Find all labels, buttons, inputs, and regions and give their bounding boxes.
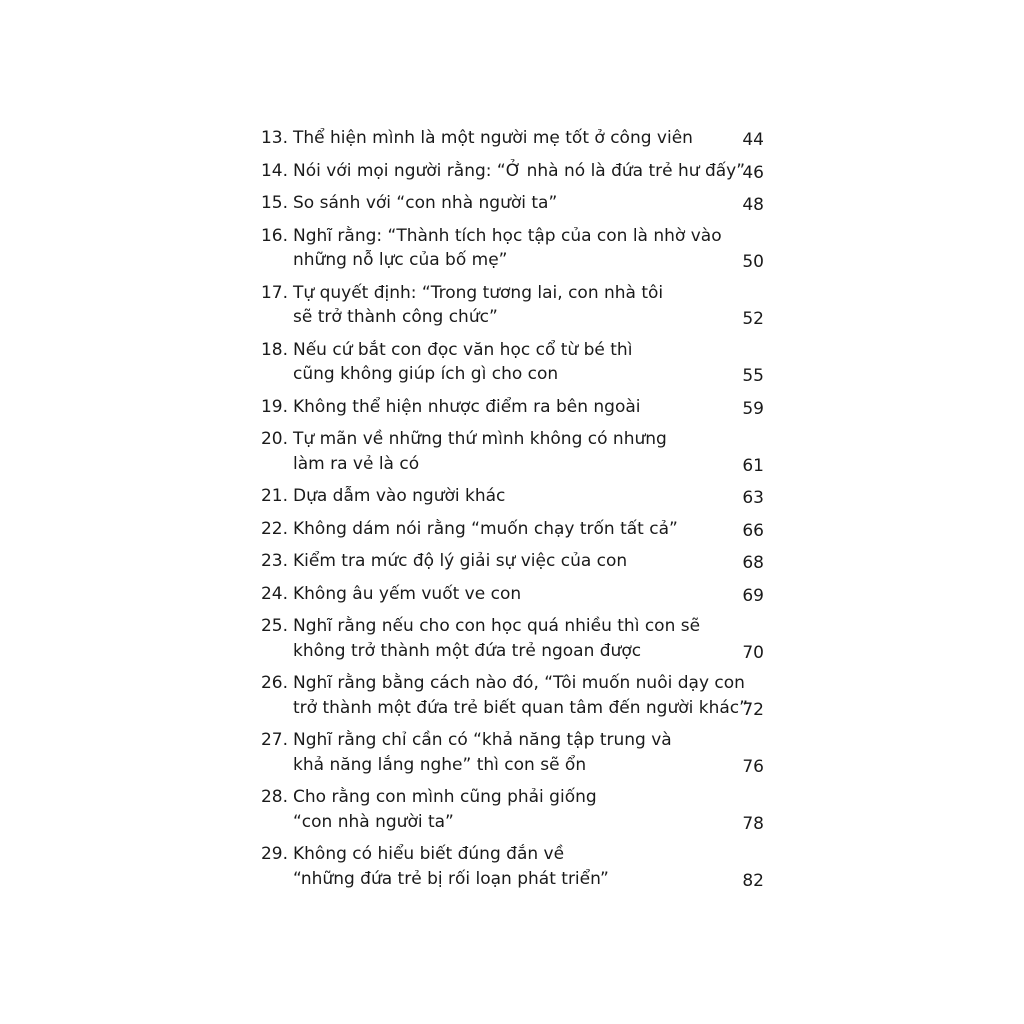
entry-title-line: Nghĩ rằng nếu cho con học quá nhiều thì con sẽ: [293, 616, 701, 636]
entry-title: [288, 279, 770, 330]
entry-page-number: 55: [742, 366, 764, 386]
entry-page-number: 66: [742, 520, 764, 541]
entry-title: [288, 840, 770, 891]
entry-number: 29.: [260, 844, 288, 864]
entry-number: 20.: [260, 429, 288, 449]
entry-title-line: sẽ trở thành công chức”: [293, 307, 498, 327]
entry-title-line: trở thành một đứa trẻ biết quan tâm đến người khác”: [293, 697, 748, 718]
toc-entry: [250, 279, 770, 336]
entry-number: 17.: [260, 282, 288, 303]
entry-title-line: So sánh với “con nhà người ta”: [293, 193, 558, 213]
entry-title-line: Không âu yếm vuốt ve con: [293, 583, 522, 604]
entry-title-line: Tự quyết định: “Trong tương lai, con nhà tôi: [293, 282, 664, 303]
entry-page-number: 50: [742, 252, 764, 272]
entry-title-line: Nghĩ rằng chỉ cần có “khả năng tập trung và: [293, 730, 672, 750]
entry-title: [288, 612, 770, 663]
toc-entry: [250, 840, 770, 897]
entry-title-line: Không dám nói rằng “muốn chạy trốn tất cả”: [293, 518, 678, 539]
entry-title: [288, 393, 770, 420]
entry-title-line: Nếu cứ bắt con đọc văn học cổ từ bé thì: [293, 339, 633, 360]
entry-number: 16.: [260, 225, 288, 246]
entry-title-line: những nỗ lực của bố mẹ”: [293, 250, 508, 270]
entry-title-line: Không thể hiện nhược điểm ra bên ngoài: [293, 396, 641, 417]
entry-number: 14.: [260, 160, 288, 181]
toc-entry: [250, 336, 770, 393]
entry-title: [288, 515, 770, 542]
entry-title: [288, 783, 770, 834]
table-of-contents: [250, 124, 770, 897]
entry-title-line: “những đứa trẻ bị rối loạn phát triển”: [293, 868, 609, 889]
entry-title: [288, 222, 770, 273]
entry-title: [288, 157, 770, 184]
toc-entry: [250, 124, 770, 157]
entry-title: [288, 336, 770, 387]
entry-title-line: Nghĩ rằng: “Thành tích học tập của con là nhờ vào: [293, 225, 722, 246]
entry-page-number: 72: [742, 699, 764, 720]
entry-title: [288, 547, 770, 574]
entry-page-number: 82: [742, 870, 764, 891]
entry-title: [288, 482, 770, 509]
entry-number: 22.: [260, 518, 288, 539]
toc-entry: [250, 783, 770, 840]
entry-title: [288, 189, 770, 216]
entry-title-line: Kiểm tra mức độ lý giải sự việc của con: [293, 551, 628, 571]
entry-page-number: 78: [742, 813, 764, 834]
entry-number: 25.: [260, 616, 288, 636]
entry-number: 19.: [260, 396, 288, 417]
entry-title-line: làm ra vẻ là có: [293, 453, 420, 474]
toc-entry: [250, 482, 770, 515]
toc-entry: [250, 669, 770, 726]
toc-entry: [250, 222, 770, 279]
entry-page-number: 44: [742, 130, 764, 150]
entry-title-line: Không có hiểu biết đúng đắn về: [293, 844, 565, 864]
entry-title-line: Cho rằng con mình cũng phải giống: [293, 787, 597, 807]
entry-number: 27.: [260, 730, 288, 750]
toc-entry: [250, 189, 770, 222]
entry-number: 24.: [260, 583, 288, 604]
entry-number: 21.: [260, 486, 288, 506]
entry-title-line: Nghĩ rằng bằng cách nào đó, “Tôi muốn nuôi dạy con: [293, 673, 745, 693]
entry-page-number: 46: [742, 162, 764, 183]
entry-page-number: 61: [742, 455, 764, 476]
entry-page-number: 76: [742, 756, 764, 777]
entry-page-number: 69: [742, 585, 764, 606]
entry-title: [288, 425, 770, 476]
entry-page-number: 52: [742, 309, 764, 329]
entry-page-number: 59: [742, 398, 764, 419]
entry-title-line: Thể hiện mình là một người mẹ tốt ở công viên: [293, 128, 693, 148]
entry-title: [288, 124, 770, 151]
entry-number: 26.: [260, 673, 288, 693]
entry-number: 13.: [260, 128, 288, 148]
entry-title-line: Nói với mọi người rằng: “Ở nhà nó là đứa trẻ hư đấy”: [293, 160, 746, 181]
entry-number: 23.: [260, 551, 288, 571]
entry-title: [288, 669, 770, 720]
entry-title: [288, 580, 770, 607]
toc-entry: [250, 515, 770, 548]
entry-title-line: Tự mãn về những thứ mình không có nhưng: [293, 429, 667, 449]
entry-title-line: cũng không giúp ích gì cho con: [293, 364, 559, 384]
toc-entry: [250, 425, 770, 482]
entry-title-line: “con nhà người ta”: [293, 811, 454, 832]
entry-page-number: 63: [742, 488, 764, 508]
entry-page-number: 68: [742, 553, 764, 573]
toc-entry: [250, 580, 770, 613]
toc-entry: [250, 393, 770, 426]
entry-page-number: 70: [742, 642, 764, 663]
entry-number: 15.: [260, 193, 288, 213]
toc-entry: [250, 612, 770, 669]
entry-number: 18.: [260, 339, 288, 360]
entry-number: 28.: [260, 787, 288, 807]
toc-entry: [250, 726, 770, 783]
toc-entry: [250, 157, 770, 190]
toc-entry: [250, 547, 770, 580]
entry-title-line: khả năng lắng nghe” thì con sẽ ổn: [293, 754, 587, 775]
entry-page-number: 48: [742, 195, 764, 215]
entry-title: [288, 726, 770, 777]
entry-title-line: Dựa dẫm vào người khác: [293, 486, 506, 506]
entry-title-line: không trở thành một đứa trẻ ngoan được: [293, 640, 642, 661]
